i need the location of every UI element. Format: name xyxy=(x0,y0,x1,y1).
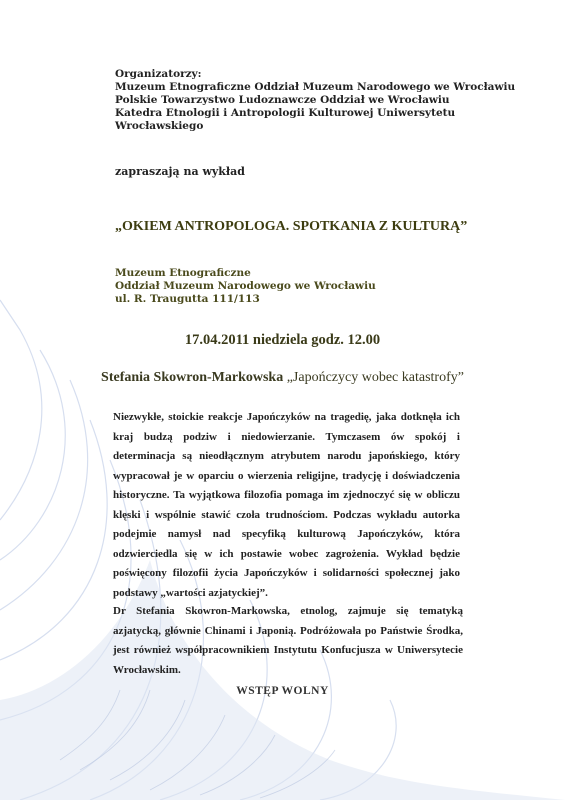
organizer-line: Muzeum Etnograficzne Oddział Muzeum Narodowego we Wrocławiu xyxy=(115,81,516,93)
venue-line: Oddział Muzeum Narodowego we Wrocławiu xyxy=(115,280,376,292)
venue-line: ul. R. Traugutta 111/113 xyxy=(115,293,260,305)
organizer-line: Wrocławskiego xyxy=(115,120,204,132)
organizer-line: Polskie Towarzystwo Ludoznawcze Oddział we Wrocławiu xyxy=(115,94,450,106)
invite-text: zapraszają na wykład xyxy=(115,165,245,178)
lecture-heading xyxy=(0,370,565,386)
lecture-title: „Japończycy wobec katastrofy” xyxy=(286,370,464,385)
speaker-bio: Dr Stefania Skowron-Markowska, etnolog, zajmuje się tematyką azjatycką, głównie Chinami i Japonią. Podróżowała po Państwie Środka, jest również współpracownikiem Instytutu Konfucjusza w Uniwersytecie Wrocławskim. xyxy=(113,605,463,676)
organizers-list xyxy=(115,81,516,133)
free-entry-notice: WSTĘP WOLNY xyxy=(236,685,329,697)
event-date: 17.04.2011 niedziela godz. 12.00 xyxy=(184,332,381,348)
venue-line: Muzeum Etnograficzne xyxy=(115,267,251,279)
lecture-description: Niezwykłe, stoickie reakcje Japończyków na tragedię, jaka dotknęła ich kraj budzą podziw i niedowierzanie. Tymczasem ów spokój i determinacja są nieodłącznym atrybutem narodu japońskiego, który wypracował je w oparciu o wierzenia religijne, tradycję i doświadczenia historyczne. Ta wyjątkowa filozofia pomaga im zjednoczyć się w obliczu klęski i wspólnie stawić czoła trudnościom. Podczas wykładu autorka podejmie namysł nad specyfiką kulturową Japończyków, która odzwierciedla się w ich postawie wobec zagrożenia. Wykład będzie poświęcony filozofii życia Japończyków i solidarności społecznej jako podstawy „wartości azjatyckiej”. xyxy=(113,411,460,599)
speaker-name: Stefania Skowron-Markowska xyxy=(101,370,284,385)
organizer-line: Katedra Etnologii i Antropologii Kulturowej Uniwersytetu xyxy=(115,107,456,119)
event-series-title: „OKIEM ANTROPOLOGA. SPOTKANIA Z KULTURĄ” xyxy=(115,219,468,234)
organizers-label: Organizatorzy: xyxy=(115,68,202,80)
venue-address xyxy=(115,267,376,306)
